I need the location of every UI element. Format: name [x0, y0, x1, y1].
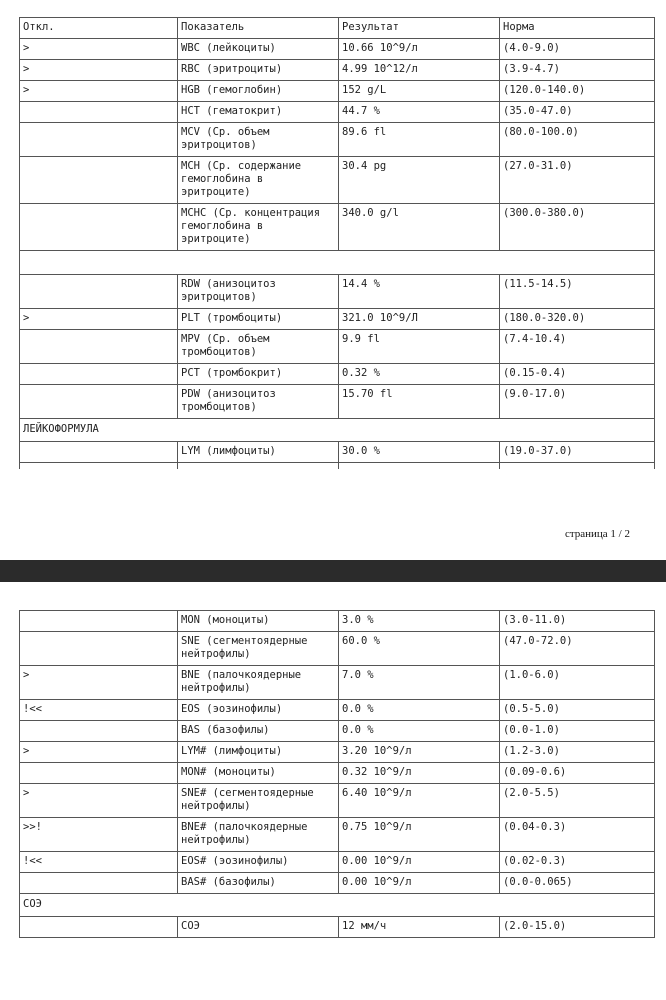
page-break-row [20, 463, 655, 470]
cell-flag [20, 102, 178, 123]
cell-flag [20, 917, 178, 938]
page-break-cell [20, 463, 178, 470]
cell-result: 0.75 10^9/л [339, 818, 500, 852]
cell-flag [20, 204, 178, 251]
page-number: страница 1 / 2 [564, 528, 630, 540]
cell-result: 12 мм/ч [339, 917, 500, 938]
cell-result: 4.99 10^12/л [339, 60, 500, 81]
cell-result: 15.70 fl [339, 385, 500, 419]
cell-result: 89.6 fl [339, 123, 500, 157]
cell-name: SNE (сегментоядерные нейтрофилы) [178, 632, 339, 666]
table-row [20, 102, 655, 123]
cell-norm: (27.0-31.0) [500, 157, 655, 204]
header-norm: Норма [500, 18, 655, 39]
cell-flag: > [20, 39, 178, 60]
table-row [20, 364, 655, 385]
section-row-esr [20, 894, 655, 917]
cell-norm: (300.0-380.0) [500, 204, 655, 251]
cell-name: LYM# (лимфоциты) [178, 742, 339, 763]
cell-result: 7.0 % [339, 666, 500, 700]
cell-flag [20, 275, 178, 309]
cell-norm: (180.0-320.0) [500, 309, 655, 330]
cell-name: PDW (анизоцитоз тромбоцитов) [178, 385, 339, 419]
cell-name: MON (моноциты) [178, 611, 339, 632]
cell-norm: (0.04-0.3) [500, 818, 655, 852]
cell-norm: (1.2-3.0) [500, 742, 655, 763]
cell-norm: (19.0-37.0) [500, 442, 655, 463]
page-break-cell [339, 463, 500, 470]
table-row [20, 157, 655, 204]
cell-flag: !<< [20, 700, 178, 721]
cell-result: 60.0 % [339, 632, 500, 666]
cell-result: 3.20 10^9/л [339, 742, 500, 763]
table-row [20, 60, 655, 81]
cell-name: PCT (тромбокрит) [178, 364, 339, 385]
cell-norm: (2.0-15.0) [500, 917, 655, 938]
table-row [20, 309, 655, 330]
cell-flag: >>! [20, 818, 178, 852]
table-row [20, 784, 655, 818]
cell-name: HCT (гематокрит) [178, 102, 339, 123]
cell-result: 340.0 g/l [339, 204, 500, 251]
cell-result: 9.9 fl [339, 330, 500, 364]
page-break-cell [178, 463, 339, 470]
cell-norm: (0.02-0.3) [500, 852, 655, 873]
cell-name: BNE# (палочкоядерные нейтрофилы) [178, 818, 339, 852]
cell-result: 0.32 % [339, 364, 500, 385]
cell-flag [20, 763, 178, 784]
cell-norm: (35.0-47.0) [500, 102, 655, 123]
table-row [20, 39, 655, 60]
cell-flag [20, 873, 178, 894]
table-row [20, 442, 655, 463]
cell-norm: (80.0-100.0) [500, 123, 655, 157]
table-row [20, 852, 655, 873]
table-row [20, 81, 655, 102]
cell-result: 0.00 10^9/л [339, 873, 500, 894]
cell-result: 6.40 10^9/л [339, 784, 500, 818]
report-page-2 [0, 582, 666, 1000]
cell-flag [20, 721, 178, 742]
cell-flag: > [20, 81, 178, 102]
table-row [20, 632, 655, 666]
cell-norm: (9.0-17.0) [500, 385, 655, 419]
cell-norm: (3.0-11.0) [500, 611, 655, 632]
cell-flag [20, 364, 178, 385]
cell-result: 3.0 % [339, 611, 500, 632]
cell-norm: (0.5-5.0) [500, 700, 655, 721]
cell-norm: (1.0-6.0) [500, 666, 655, 700]
cell-name: СОЭ [178, 917, 339, 938]
cell-result: 0.00 10^9/л [339, 852, 500, 873]
table-row [20, 721, 655, 742]
table-row [20, 385, 655, 419]
cell-name: LYM (лимфоциты) [178, 442, 339, 463]
cell-norm: (0.0-1.0) [500, 721, 655, 742]
cell-result: 152 g/L [339, 81, 500, 102]
cell-name: EOS (эозинофилы) [178, 700, 339, 721]
cell-flag [20, 442, 178, 463]
cell-name: RDW (анизоцитоз эритроцитов) [178, 275, 339, 309]
cell-flag: > [20, 666, 178, 700]
spacer-cell [20, 251, 655, 275]
cell-flag [20, 385, 178, 419]
spacer-row [20, 251, 655, 275]
cell-norm: (0.0-0.065) [500, 873, 655, 894]
cell-name: HGB (гемоглобин) [178, 81, 339, 102]
table-header-row [20, 18, 655, 39]
cell-result: 30.0 % [339, 442, 500, 463]
cell-norm: (4.0-9.0) [500, 39, 655, 60]
cell-flag [20, 632, 178, 666]
cell-name: MCV (Ср. объем эритроцитов) [178, 123, 339, 157]
cell-norm: (47.0-72.0) [500, 632, 655, 666]
cell-flag: !<< [20, 852, 178, 873]
results-table-page-2 [19, 610, 655, 938]
cell-norm: (120.0-140.0) [500, 81, 655, 102]
table-row [20, 873, 655, 894]
cell-norm: (0.15-0.4) [500, 364, 655, 385]
cell-name: BAS (базофилы) [178, 721, 339, 742]
cell-name: WBC (лейкоциты) [178, 39, 339, 60]
cell-result: 30.4 pg [339, 157, 500, 204]
cell-result: 0.32 10^9/л [339, 763, 500, 784]
cell-flag: > [20, 742, 178, 763]
header-flag: Откл. [20, 18, 178, 39]
cell-result: 14.4 % [339, 275, 500, 309]
table-row [20, 818, 655, 852]
cell-name: EOS# (эозинофилы) [178, 852, 339, 873]
table-row [20, 275, 655, 309]
cell-flag: > [20, 309, 178, 330]
cell-flag [20, 157, 178, 204]
cell-flag [20, 611, 178, 632]
cell-result: 0.0 % [339, 721, 500, 742]
cell-name: MCH (Ср. содержание гемоглобина в эритроците) [178, 157, 339, 204]
table-row [20, 204, 655, 251]
table-row [20, 763, 655, 784]
cell-norm: (2.0-5.5) [500, 784, 655, 818]
table-row [20, 330, 655, 364]
cell-name: PLT (тромбоциты) [178, 309, 339, 330]
cell-norm: (3.9-4.7) [500, 60, 655, 81]
header-result: Результат [339, 18, 500, 39]
section-title: ЛЕЙКОФОРМУЛА [20, 419, 655, 442]
cell-name: MPV (Ср. объем тромбоцитов) [178, 330, 339, 364]
section-title: СОЭ [20, 894, 655, 917]
section-row-leukoformula [20, 419, 655, 442]
cell-name: SNE# (сегментоядерные нейтрофилы) [178, 784, 339, 818]
cell-flag: > [20, 60, 178, 81]
results-table-page-1 [19, 17, 655, 469]
cell-result: 0.0 % [339, 700, 500, 721]
table-row [20, 123, 655, 157]
cell-name: MCHC (Ср. концентрация гемоглобина в эритроците) [178, 204, 339, 251]
cell-norm: (0.09-0.6) [500, 763, 655, 784]
cell-name: MON# (моноциты) [178, 763, 339, 784]
page-break-cell [500, 463, 655, 470]
cell-norm: (7.4-10.4) [500, 330, 655, 364]
cell-name: RBC (эритроциты) [178, 60, 339, 81]
page-separator [0, 560, 666, 582]
cell-name: BNE (палочкоядерные нейтрофилы) [178, 666, 339, 700]
table-row [20, 700, 655, 721]
header-name: Показатель [178, 18, 339, 39]
table-row [20, 742, 655, 763]
cell-result: 44.7 % [339, 102, 500, 123]
cell-flag: > [20, 784, 178, 818]
cell-flag [20, 123, 178, 157]
cell-flag [20, 330, 178, 364]
table-row [20, 917, 655, 938]
cell-result: 10.66 10^9/л [339, 39, 500, 60]
cell-result: 321.0 10^9/Л [339, 309, 500, 330]
table-row [20, 666, 655, 700]
cell-name: BAS# (базофилы) [178, 873, 339, 894]
cell-norm: (11.5-14.5) [500, 275, 655, 309]
table-row [20, 611, 655, 632]
